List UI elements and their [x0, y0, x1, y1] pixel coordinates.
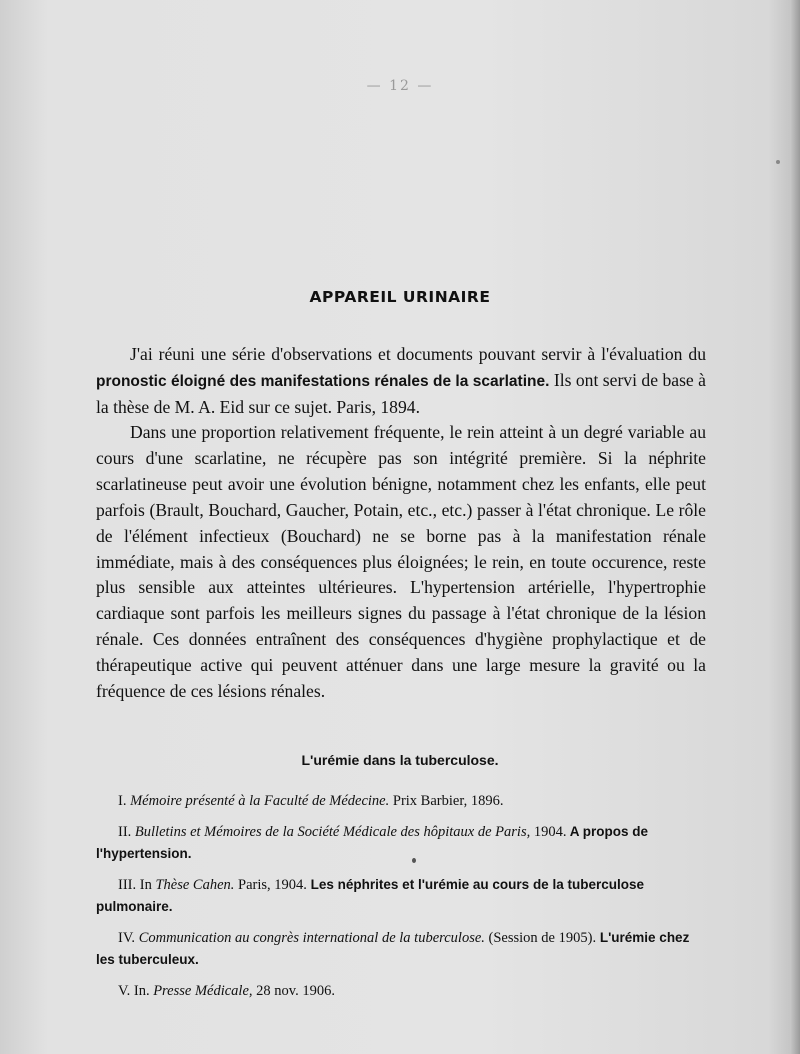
page-number: — 12 — [366, 78, 434, 94]
paragraph-main-text: Dans une proportion relativement fréquente, le rein atteint à un degré variable au cours d'une scarlatine, ne récupère pas son intégrité première. Si la néphrite scarlatineuse peut avoir une évolution bénigne, notamment chez les enfants, elle peut parfois (Brault, Bouchard, Gaucher, Potain, etc., etc.) passer à l'état chronique. Le rôle de l'élément infectieux (Bouchard) ne se borne pas à la manifestation rénale immédiate, mais à des conséquences plus éloignées; le rein, en toute occurence, reste plus sensible aux atteintes ultérieures. L'hypertension artérielle, l'hypertrophie cardiaque sont parfois les meilleurs signes du passage à l'état chronique de la lésion rénale. Ces données entraînent des conséquences d'hygiène prophylactique et de thérapeutique active qui peuvent atténuer dans une large mesure la gravité ou la fréquence de ces lésions rénales. [96, 422, 706, 702]
section-title: APPAREIL URINAIRE [309, 288, 491, 306]
paragraph-intro [96, 342, 706, 421]
reference-item: II. Bulletins et Mémoires de la Société Médicale des hôpitaux de Paris, 1904. A propos de l'hypertension. [96, 824, 648, 861]
reference-item: III. In Thèse Cahen. Paris, 1904. Les néphrites et l'urémie au cours de la tuberculose pulmonaire. [96, 877, 644, 914]
page-edge-shadow [790, 0, 800, 1054]
reference-item: I. Mémoire présenté à la Faculté de Médecine. Prix Barbier, 1896. [118, 793, 504, 809]
print-speck [776, 160, 780, 164]
paragraph-intro-bold: pronostic éloigné des manifestations rénales de la scarlatine. [96, 372, 550, 390]
reference-list [96, 790, 706, 1011]
subsection-title: L'urémie dans la tuberculose. [301, 752, 499, 768]
reference-item: IV. Communication au congrès international de la tuberculose. (Session de 1905). L'urémie chez les tuberculeux. [96, 930, 690, 967]
paragraph-intro-end: Ils ont servi de base à la thèse de M. A. Eid sur ce sujet. Paris, 1894. [96, 369, 706, 417]
reference-item: V. In. Presse Médicale, 28 nov. 1906. [118, 983, 335, 999]
paragraph-main [96, 420, 706, 705]
print-speck [412, 858, 416, 863]
paragraph-intro-start: J'ai réuni une série d'observations et documents pouvant servir à l'évaluation du [130, 344, 706, 364]
